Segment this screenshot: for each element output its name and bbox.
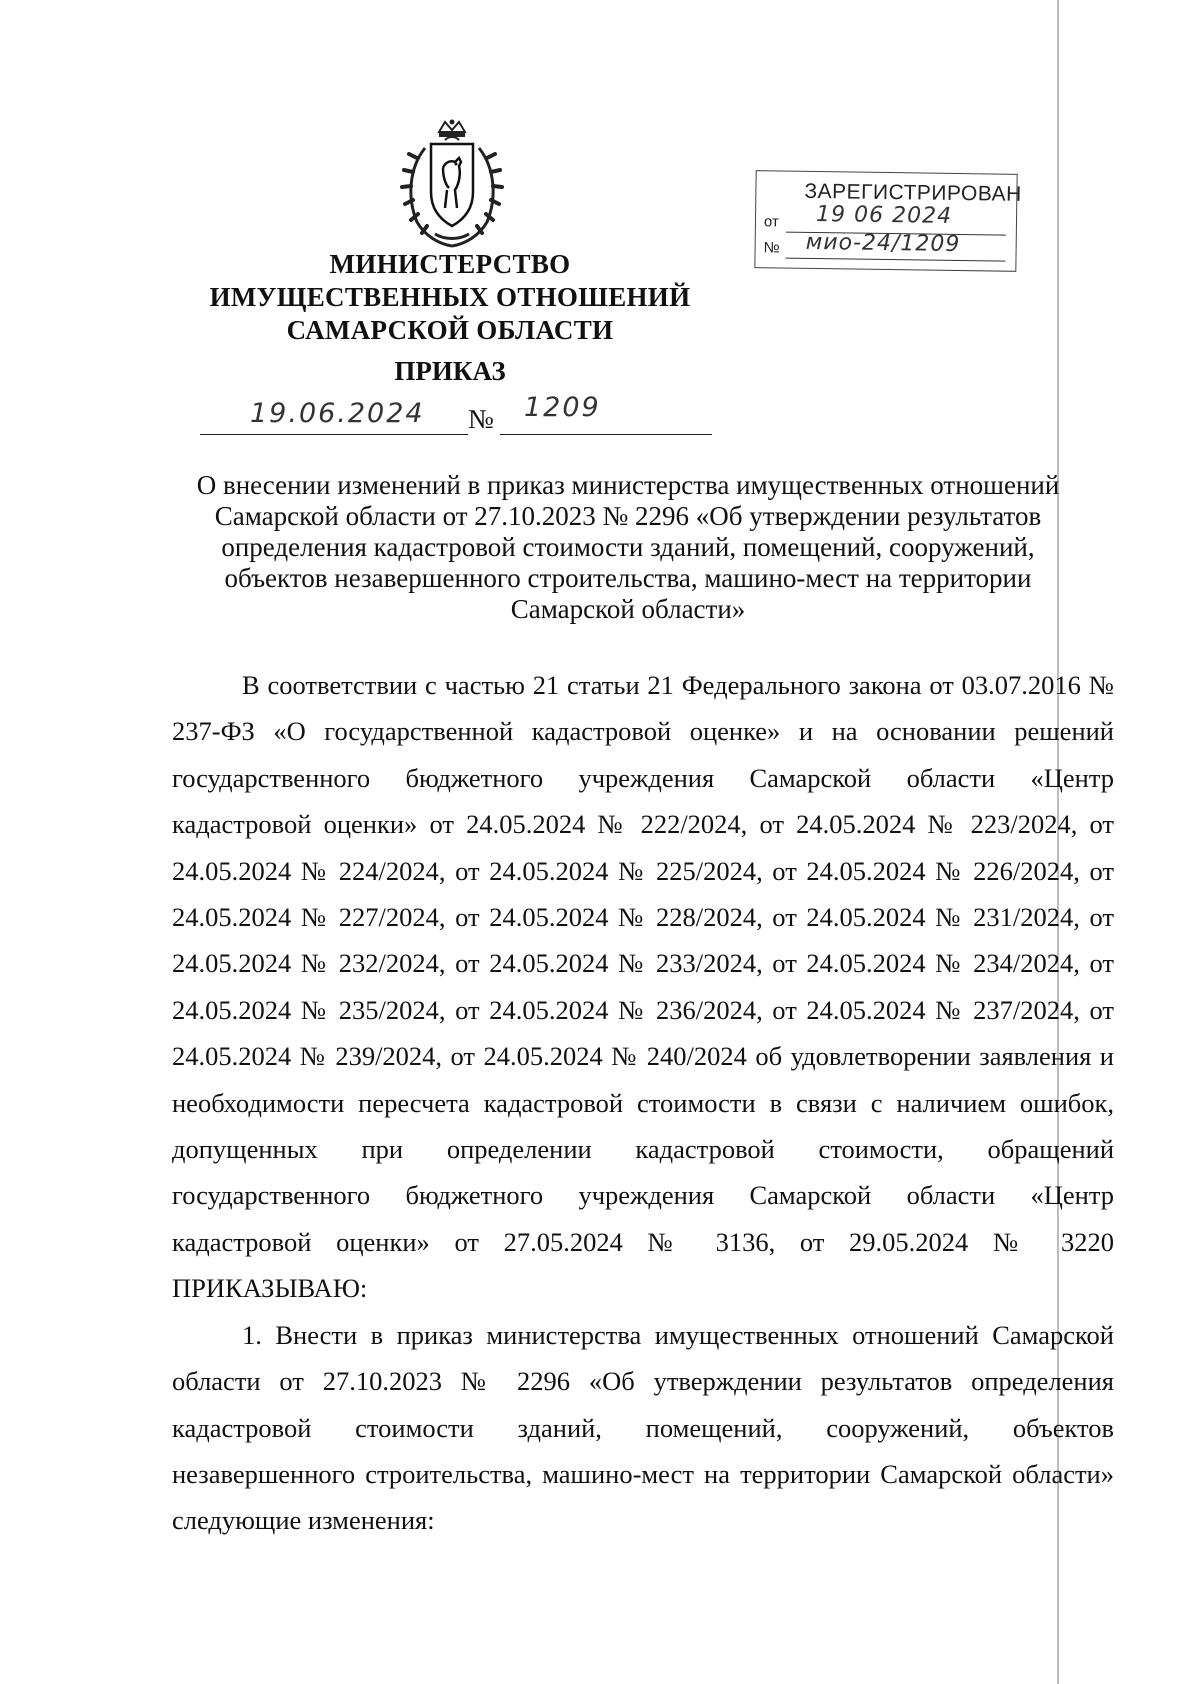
subject-line: Самарской области от 27.10.2023 № 2296 «Об утверждении результатов (214, 501, 1042, 531)
order-subject (178, 470, 1078, 625)
subject-line: О внесении изменений в приказ министерства имущественных отношений (196, 470, 1060, 500)
subject-line: объектов незавершенного строительства, машино-мест на территории (224, 563, 1032, 593)
stamp-number-underline (785, 258, 1005, 262)
registration-stamp (754, 170, 1022, 272)
stamp-number-handwritten: мио-24/1209 (805, 229, 961, 258)
subject-line: Самарской области» (510, 594, 746, 624)
order-body (172, 662, 1114, 1544)
order-number-label: № (468, 404, 494, 434)
order-number-field (500, 392, 712, 435)
order-title: ПРИКАЗ (394, 356, 506, 386)
order-date-handwritten: 19.06.2024 (250, 398, 425, 429)
ministry-header (200, 248, 700, 347)
body-paragraph: В соответствии с частью 21 статьи 21 Федерального закона от 03.07.2016 № 237-ФЗ «О государственной кадастровой оценке» и на основании решений государственного бюджетного учреждения Самарской области «Центр кадастровой оценки» от 24.05.2024 № 222/2024, от 24.05.2024 № 223/2024, от 24.05.2024 № 224/2024, от 24.05.2024 № 225/2024, от 24.05.2024 № 226/2024, от 24.05.2024 № 227/2024, от 24.05.2024 № 228/2024, от 24.05.2024 № 231/2024, от 24.05.2024 № 232/2024, от 24.05.2024 № 233/2024, от 24.05.2024 № 234/2024, от 24.05.2024 № 235/2024, от 24.05.2024 № 236/2024, от 24.05.2024 № 237/2024, от 24.05.2024 № 239/2024, от 24.05.2024 № 240/2024 об удовлетворении заявления и необходимости пересчета кадастровой стоимости в связи с наличием ошибок, допущенных при определении кадастровой стоимости, обращений государственного бюджетного учреждения Самарской области «Центр кадастровой оценки» от 27.05.2024 № 3136, от 29.05.2024 № 3220 ПРИКАЗЫВАЮ: (172, 670, 1114, 1304)
ministry-header-line: ИМУЩЕСТВЕННЫХ ОТНОШЕНИЙ (209, 282, 691, 312)
ministry-header-line: САМАРСКОЙ ОБЛАСТИ (286, 315, 614, 345)
coat-of-arms-emblem (395, 118, 509, 250)
stamp-from-label: от (763, 213, 779, 231)
subject-line: определения кадастровой стоимости зданий, помещений, сооружений, (221, 532, 1035, 562)
stamp-title: ЗАРЕГИСТРИРОВАН (804, 179, 1022, 206)
stamp-date-handwritten: 19 06 2024 (815, 202, 953, 229)
order-number-handwritten: 1209 (524, 392, 601, 423)
ministry-header-line: МИНИСТЕРСТВО (329, 249, 571, 279)
body-paragraph: 1. Внести в приказ министерства имущественных отношений Самарской области от 27.10.2023 № 2296 «Об утверждении результатов определения кадастровой стоимости зданий, помещений, сооружений, объектов незавершенного строительства, машино-мест на территории Самарской области» следующие изменения: (172, 1319, 1114, 1536)
stamp-number-label: № (763, 239, 780, 257)
order-date-field (200, 398, 468, 435)
